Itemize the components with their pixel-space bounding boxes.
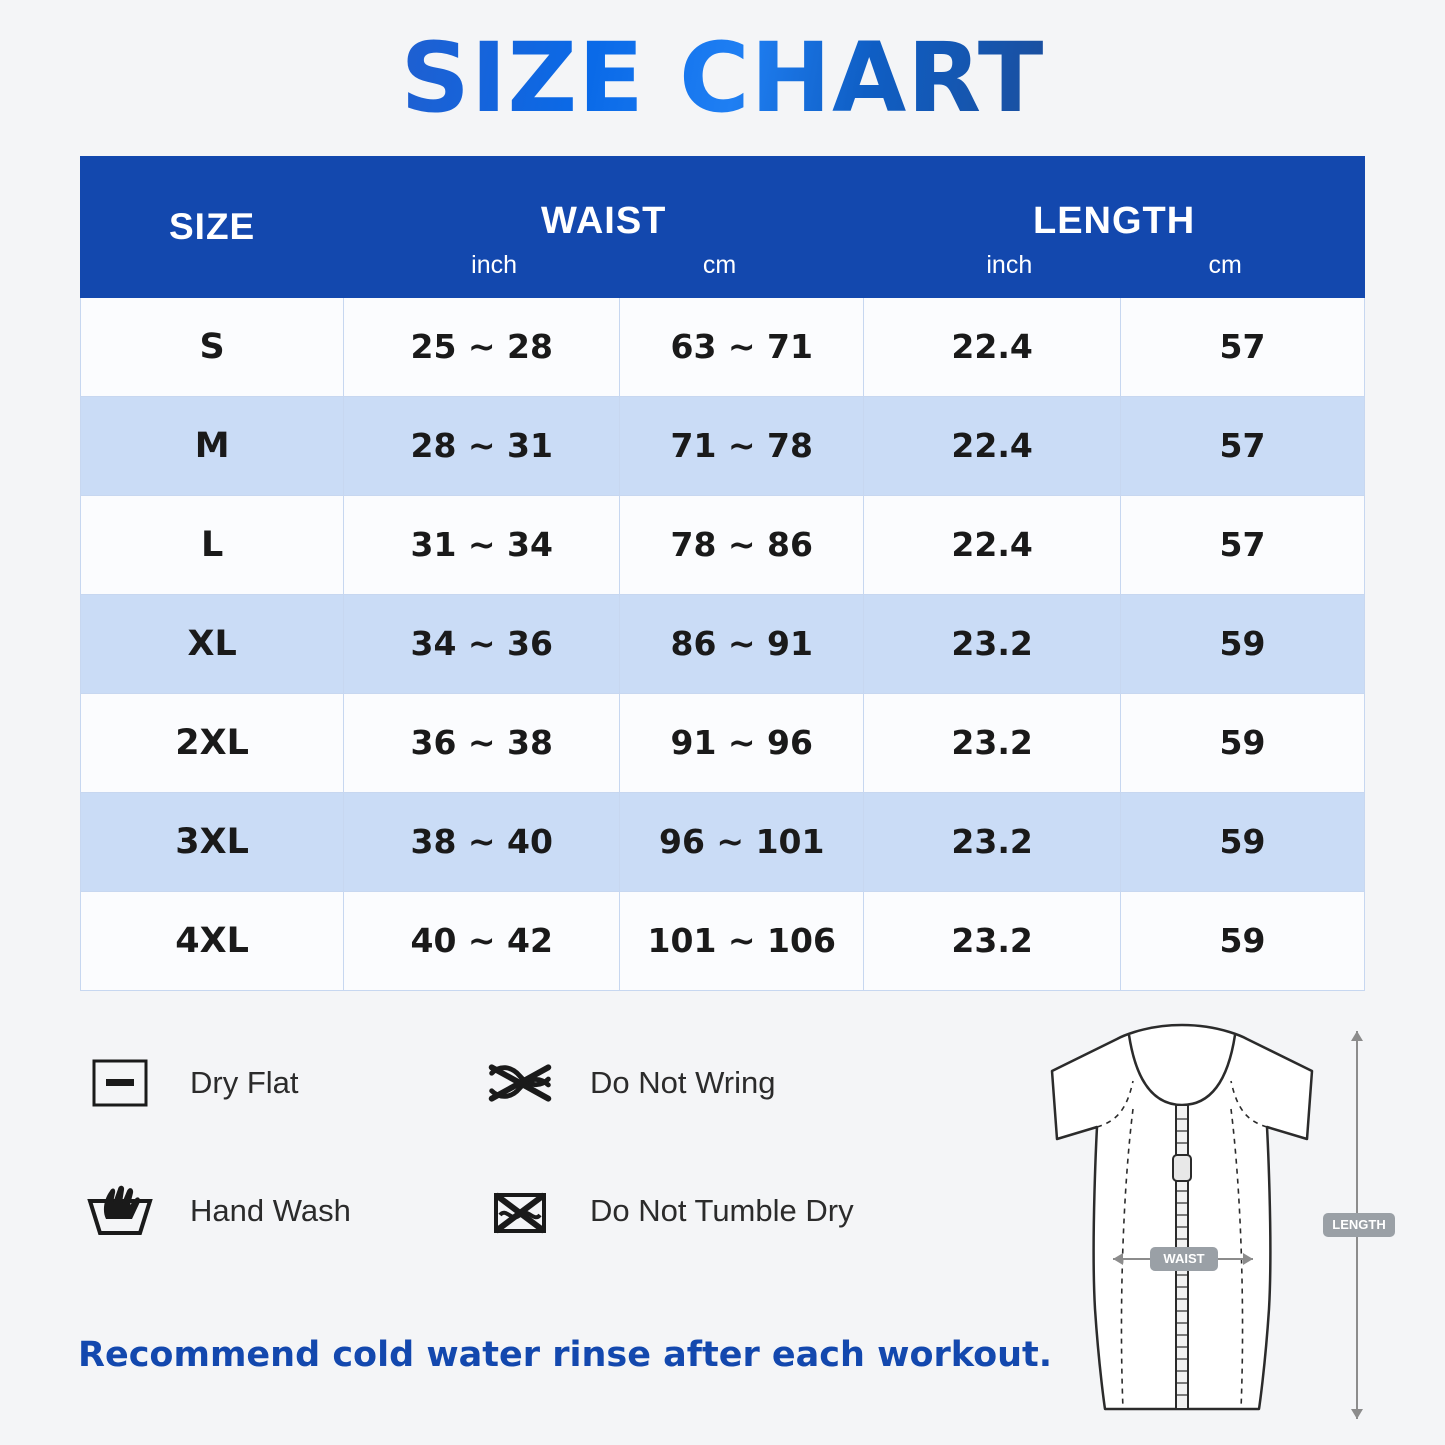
cell-length-inch: 22.4 (864, 396, 1121, 495)
waist-unit-inch: inch (471, 250, 518, 279)
cell-length-cm: 57 (1121, 495, 1365, 594)
care-label-do-not-wring: Do Not Wring (590, 1064, 776, 1100)
waist-unit-cm: cm (702, 250, 737, 279)
cell-waist-cm: 71 ~ 78 (620, 396, 864, 495)
column-header-size: SIZE (81, 156, 344, 297)
cell-waist-inch: 36 ~ 38 (344, 693, 620, 792)
cell-length-inch: 23.2 (864, 693, 1121, 792)
care-instructions (78, 1041, 958, 1297)
care-item-do-not-wring (478, 1041, 878, 1125)
cell-length-cm: 57 (1121, 396, 1365, 495)
cell-length-cm: 59 (1121, 594, 1365, 693)
cell-waist-inch: 34 ~ 36 (344, 594, 620, 693)
cell-waist-cm: 101 ~ 106 (620, 891, 864, 990)
recommendation-text: Recommend cold water rinse after each workout. (78, 1334, 1053, 1375)
cell-waist-inch: 31 ~ 34 (344, 495, 620, 594)
cell-size: XL (81, 594, 344, 693)
cell-length-cm: 59 (1121, 891, 1365, 990)
cell-length-inch: 22.4 (864, 297, 1121, 396)
column-header-waist (344, 156, 864, 297)
do-not-wring-icon (478, 1041, 562, 1125)
cell-size: L (81, 495, 344, 594)
length-unit-cm: cm (1208, 250, 1242, 279)
cell-size: 2XL (81, 693, 344, 792)
hand-wash-icon (78, 1169, 162, 1253)
dry-flat-icon (78, 1041, 162, 1125)
table-row (81, 495, 1365, 594)
cell-length-inch: 23.2 (864, 792, 1121, 891)
care-label-do-not-tumble-dry: Do Not Tumble Dry (590, 1192, 854, 1228)
table-row (81, 891, 1365, 990)
waist-units (344, 251, 863, 280)
column-header-length (864, 156, 1365, 297)
size-table-container (80, 156, 1365, 991)
cell-size: 4XL (81, 891, 344, 990)
cell-waist-cm: 96 ~ 101 (620, 792, 864, 891)
care-item-dry-flat (78, 1041, 478, 1125)
page-title: SIZE CHART (400, 22, 1045, 134)
table-head (81, 156, 1365, 297)
table-header-row (81, 156, 1365, 297)
cell-waist-cm: 78 ~ 86 (620, 495, 864, 594)
size-table (80, 156, 1365, 991)
table-row (81, 594, 1365, 693)
title-container (0, 0, 1445, 132)
cell-size: 3XL (81, 792, 344, 891)
cell-waist-inch: 38 ~ 40 (344, 792, 620, 891)
cell-waist-cm: 63 ~ 71 (620, 297, 864, 396)
care-item-do-not-tumble-dry (478, 1169, 878, 1253)
length-unit-inch: inch (986, 250, 1033, 279)
waist-title: WAIST (541, 199, 667, 242)
length-title: LENGTH (1033, 199, 1196, 242)
length-units (864, 251, 1364, 280)
cell-waist-inch: 25 ~ 28 (344, 297, 620, 396)
cell-length-inch: 22.4 (864, 495, 1121, 594)
cell-waist-inch: 40 ~ 42 (344, 891, 620, 990)
care-row-2 (78, 1169, 958, 1253)
cell-length-cm: 59 (1121, 693, 1365, 792)
care-item-hand-wash (78, 1169, 478, 1253)
cell-length-inch: 23.2 (864, 594, 1121, 693)
care-label-dry-flat: Dry Flat (190, 1064, 299, 1100)
cell-length-inch: 23.2 (864, 891, 1121, 990)
cell-waist-cm: 91 ~ 96 (620, 693, 864, 792)
table-row (81, 396, 1365, 495)
garment-illustration (967, 1009, 1397, 1439)
cell-length-cm: 59 (1121, 792, 1365, 891)
table-row (81, 792, 1365, 891)
cell-length-cm: 57 (1121, 297, 1365, 396)
care-row-1 (78, 1041, 958, 1125)
do-not-tumble-dry-icon (478, 1169, 562, 1253)
cell-waist-inch: 28 ~ 31 (344, 396, 620, 495)
cell-waist-cm: 86 ~ 91 (620, 594, 864, 693)
length-tag-label: LENGTH (1332, 1216, 1386, 1232)
care-label-hand-wash: Hand Wash (190, 1192, 351, 1228)
lower-section (0, 1025, 1445, 1445)
waist-tag-label: WAIST (1163, 1250, 1205, 1266)
cell-size: S (81, 297, 344, 396)
cell-size: M (81, 396, 344, 495)
table-body (81, 297, 1365, 990)
table-row (81, 693, 1365, 792)
table-row (81, 297, 1365, 396)
